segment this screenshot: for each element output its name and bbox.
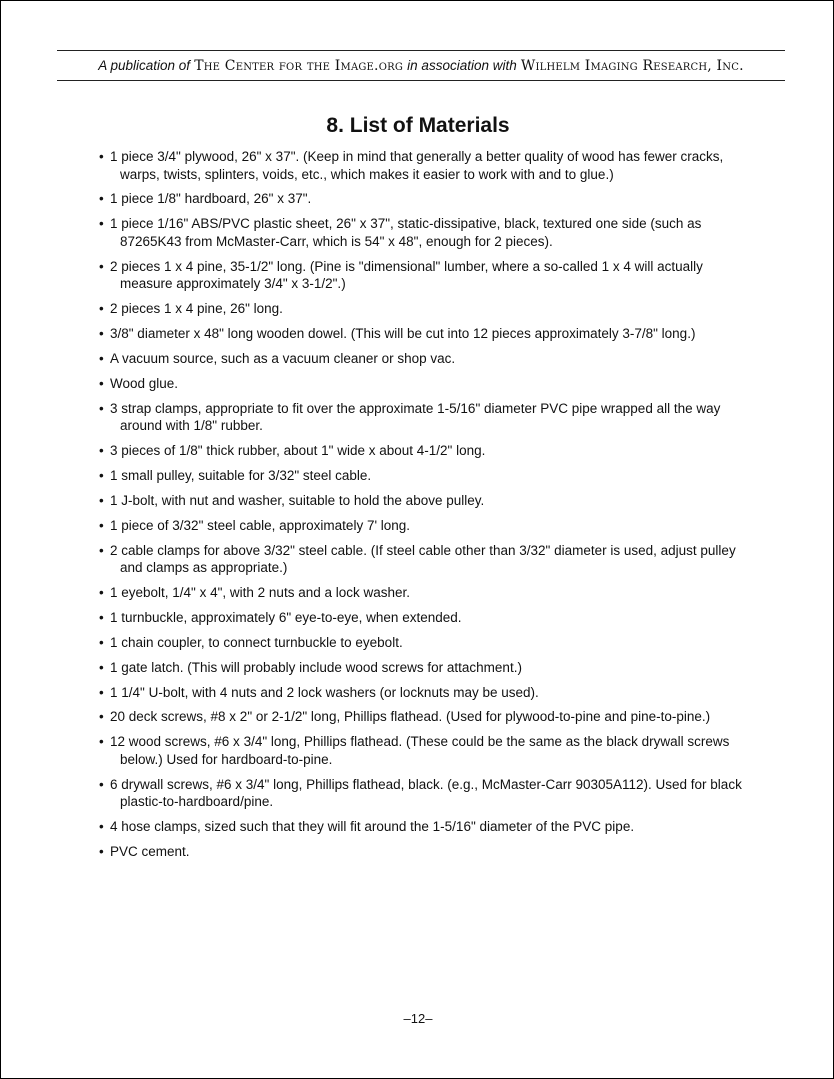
bullet-icon: •: [99, 191, 104, 207]
list-item: [99, 300, 749, 318]
bullet-icon: •: [99, 609, 104, 625]
bullet-icon: •: [99, 819, 104, 835]
list-item: [99, 843, 749, 861]
list-item-text: 1 piece 1/8" hardboard, 26" x 37".: [110, 191, 312, 207]
list-item-text: 20 deck screws, #8 x 2" or 2-1/2" long, Phillips flathead. (Used for plywood-to-pine and pine-to-pine.): [110, 709, 711, 725]
list-item: [99, 148, 749, 183]
bullet-icon: •: [99, 517, 104, 533]
bullet-icon: •: [99, 375, 104, 391]
list-item: [99, 517, 749, 535]
bullet-icon: •: [99, 492, 104, 508]
header-text-wilhelm: Wilhelm Imaging Research, Inc.: [520, 58, 744, 74]
list-item: [99, 442, 749, 460]
bullet-icon: •: [99, 584, 104, 600]
list-item-text: 6 drywall screws, #6 x 3/4" long, Phillips flathead, black. (e.g., McMaster-Carr 90305A112). Used for black plastic-to-hardboard/pine.: [110, 776, 742, 810]
list-item-text: 1 gate latch. (This will probably include wood screws for attachment.): [110, 659, 522, 675]
bullet-icon: •: [99, 467, 104, 483]
page-number: –12–: [403, 1011, 433, 1026]
list-item: [99, 584, 749, 602]
list-item: [99, 818, 749, 836]
header-text-association: in association with: [407, 58, 517, 73]
list-item: [99, 733, 749, 768]
list-item-text: 3/8" diameter x 48" long wooden dowel. (This will be cut into 12 pieces approximately 3-7/8" long.): [110, 325, 696, 341]
header-text-publication: A publication of: [98, 58, 191, 73]
section-title: 8. List of Materials: [326, 114, 510, 137]
bullet-icon: •: [99, 734, 104, 750]
list-item: [99, 467, 749, 485]
list-item: [99, 325, 749, 343]
bullet-icon: •: [99, 443, 104, 459]
running-header: [57, 53, 785, 79]
bullet-icon: •: [99, 258, 104, 274]
list-item-text: 1 piece 3/4" plywood, 26" x 37". (Keep in mind that generally a better quality of wood has fewer cracks, warps, twists, splinters, voids, etc., which makes it easier to work with and to glue.): [110, 149, 724, 182]
list-item: [99, 400, 749, 435]
bullet-icon: •: [99, 325, 104, 341]
list-item-text: PVC cement.: [110, 843, 190, 859]
list-item-text: 1 1/4" U-bolt, with 4 nuts and 2 lock washers (or locknuts may be used).: [110, 684, 539, 700]
bullet-icon: •: [99, 350, 104, 366]
bullet-icon: •: [99, 216, 104, 232]
list-item-text: 4 hose clamps, sized such that they will fit around the 1-5/16" diameter of the PVC pipe.: [110, 819, 635, 835]
list-item-text: 1 eyebolt, 1/4" x 4", with 2 nuts and a lock washer.: [110, 584, 411, 600]
header-bottom-rule: [57, 80, 785, 81]
list-item: [99, 375, 749, 393]
list-item: [99, 542, 749, 577]
list-item-text: 1 J-bolt, with nut and washer, suitable to hold the above pulley.: [110, 492, 485, 508]
bullet-icon: •: [99, 400, 104, 416]
list-item: [99, 350, 749, 368]
list-item-text: 2 cable clamps for above 3/32" steel cable. (If steel cable other than 3/32" diameter is used, adjust pulley and clamps as appropriate.): [110, 542, 736, 576]
list-item: [99, 659, 749, 677]
list-item-text: 1 chain coupler, to connect turnbuckle to eyebolt.: [110, 634, 403, 650]
list-item: [99, 708, 749, 726]
list-item-text: 2 pieces 1 x 4 pine, 26" long.: [110, 301, 283, 317]
bullet-icon: •: [99, 709, 104, 725]
list-item: [99, 258, 749, 293]
bullet-icon: •: [99, 542, 104, 558]
list-item: [99, 684, 749, 702]
list-item-text: 1 small pulley, suitable for 3/32" steel cable.: [110, 467, 372, 483]
bullet-icon: •: [99, 776, 104, 792]
list-item-text: 1 turnbuckle, approximately 6" eye-to-eye, when extended.: [110, 609, 462, 625]
bullet-icon: •: [99, 843, 104, 859]
list-item-text: A vacuum source, such as a vacuum cleaner or shop vac.: [110, 350, 456, 366]
header-text-center-for-the-image: The Center for the Image.org: [194, 58, 404, 74]
list-item: [99, 634, 749, 652]
list-item: [99, 190, 749, 208]
bullet-icon: •: [99, 659, 104, 675]
list-item: [99, 215, 749, 250]
list-item-text: Wood glue.: [110, 375, 179, 391]
list-item-text: 1 piece 1/16" ABS/PVC plastic sheet, 26" x 37", static-dissipative, black, textured one side (such as 87265K43 from McMaster-Carr, which is 54" x 48", enough for 2 pieces).: [110, 216, 702, 249]
list-item: [99, 776, 749, 811]
list-item-text: 3 strap clamps, appropriate to fit over the approximate 1-5/16" diameter PVC pipe wrapped all the way around with 1/8" rubber.: [110, 400, 721, 434]
list-item: [99, 609, 749, 627]
list-item-text: 12 wood screws, #6 x 3/4" long, Phillips flathead. (These could be the same as the black drywall screws below.) Used for hardboard-to-pine.: [110, 734, 730, 767]
list-item-text: 2 pieces 1 x 4 pine, 35-1/2" long. (Pine is "dimensional" lumber, where a so-called 1 x 4 will actually measure approximately 3/4" x 3-1/2".): [110, 258, 703, 292]
bullet-icon: •: [99, 149, 104, 164]
bullet-icon: •: [99, 634, 104, 650]
list-item-text: 1 piece of 3/32" steel cable, approximately 7' long.: [110, 517, 411, 533]
header-top-rule: [57, 50, 785, 51]
bullet-icon: •: [99, 301, 104, 317]
list-item: [99, 492, 749, 510]
bullet-icon: •: [99, 684, 104, 700]
list-item-text: 3 pieces of 1/8" thick rubber, about 1" wide x about 4-1/2" long.: [110, 443, 486, 459]
materials-list: [99, 148, 749, 868]
